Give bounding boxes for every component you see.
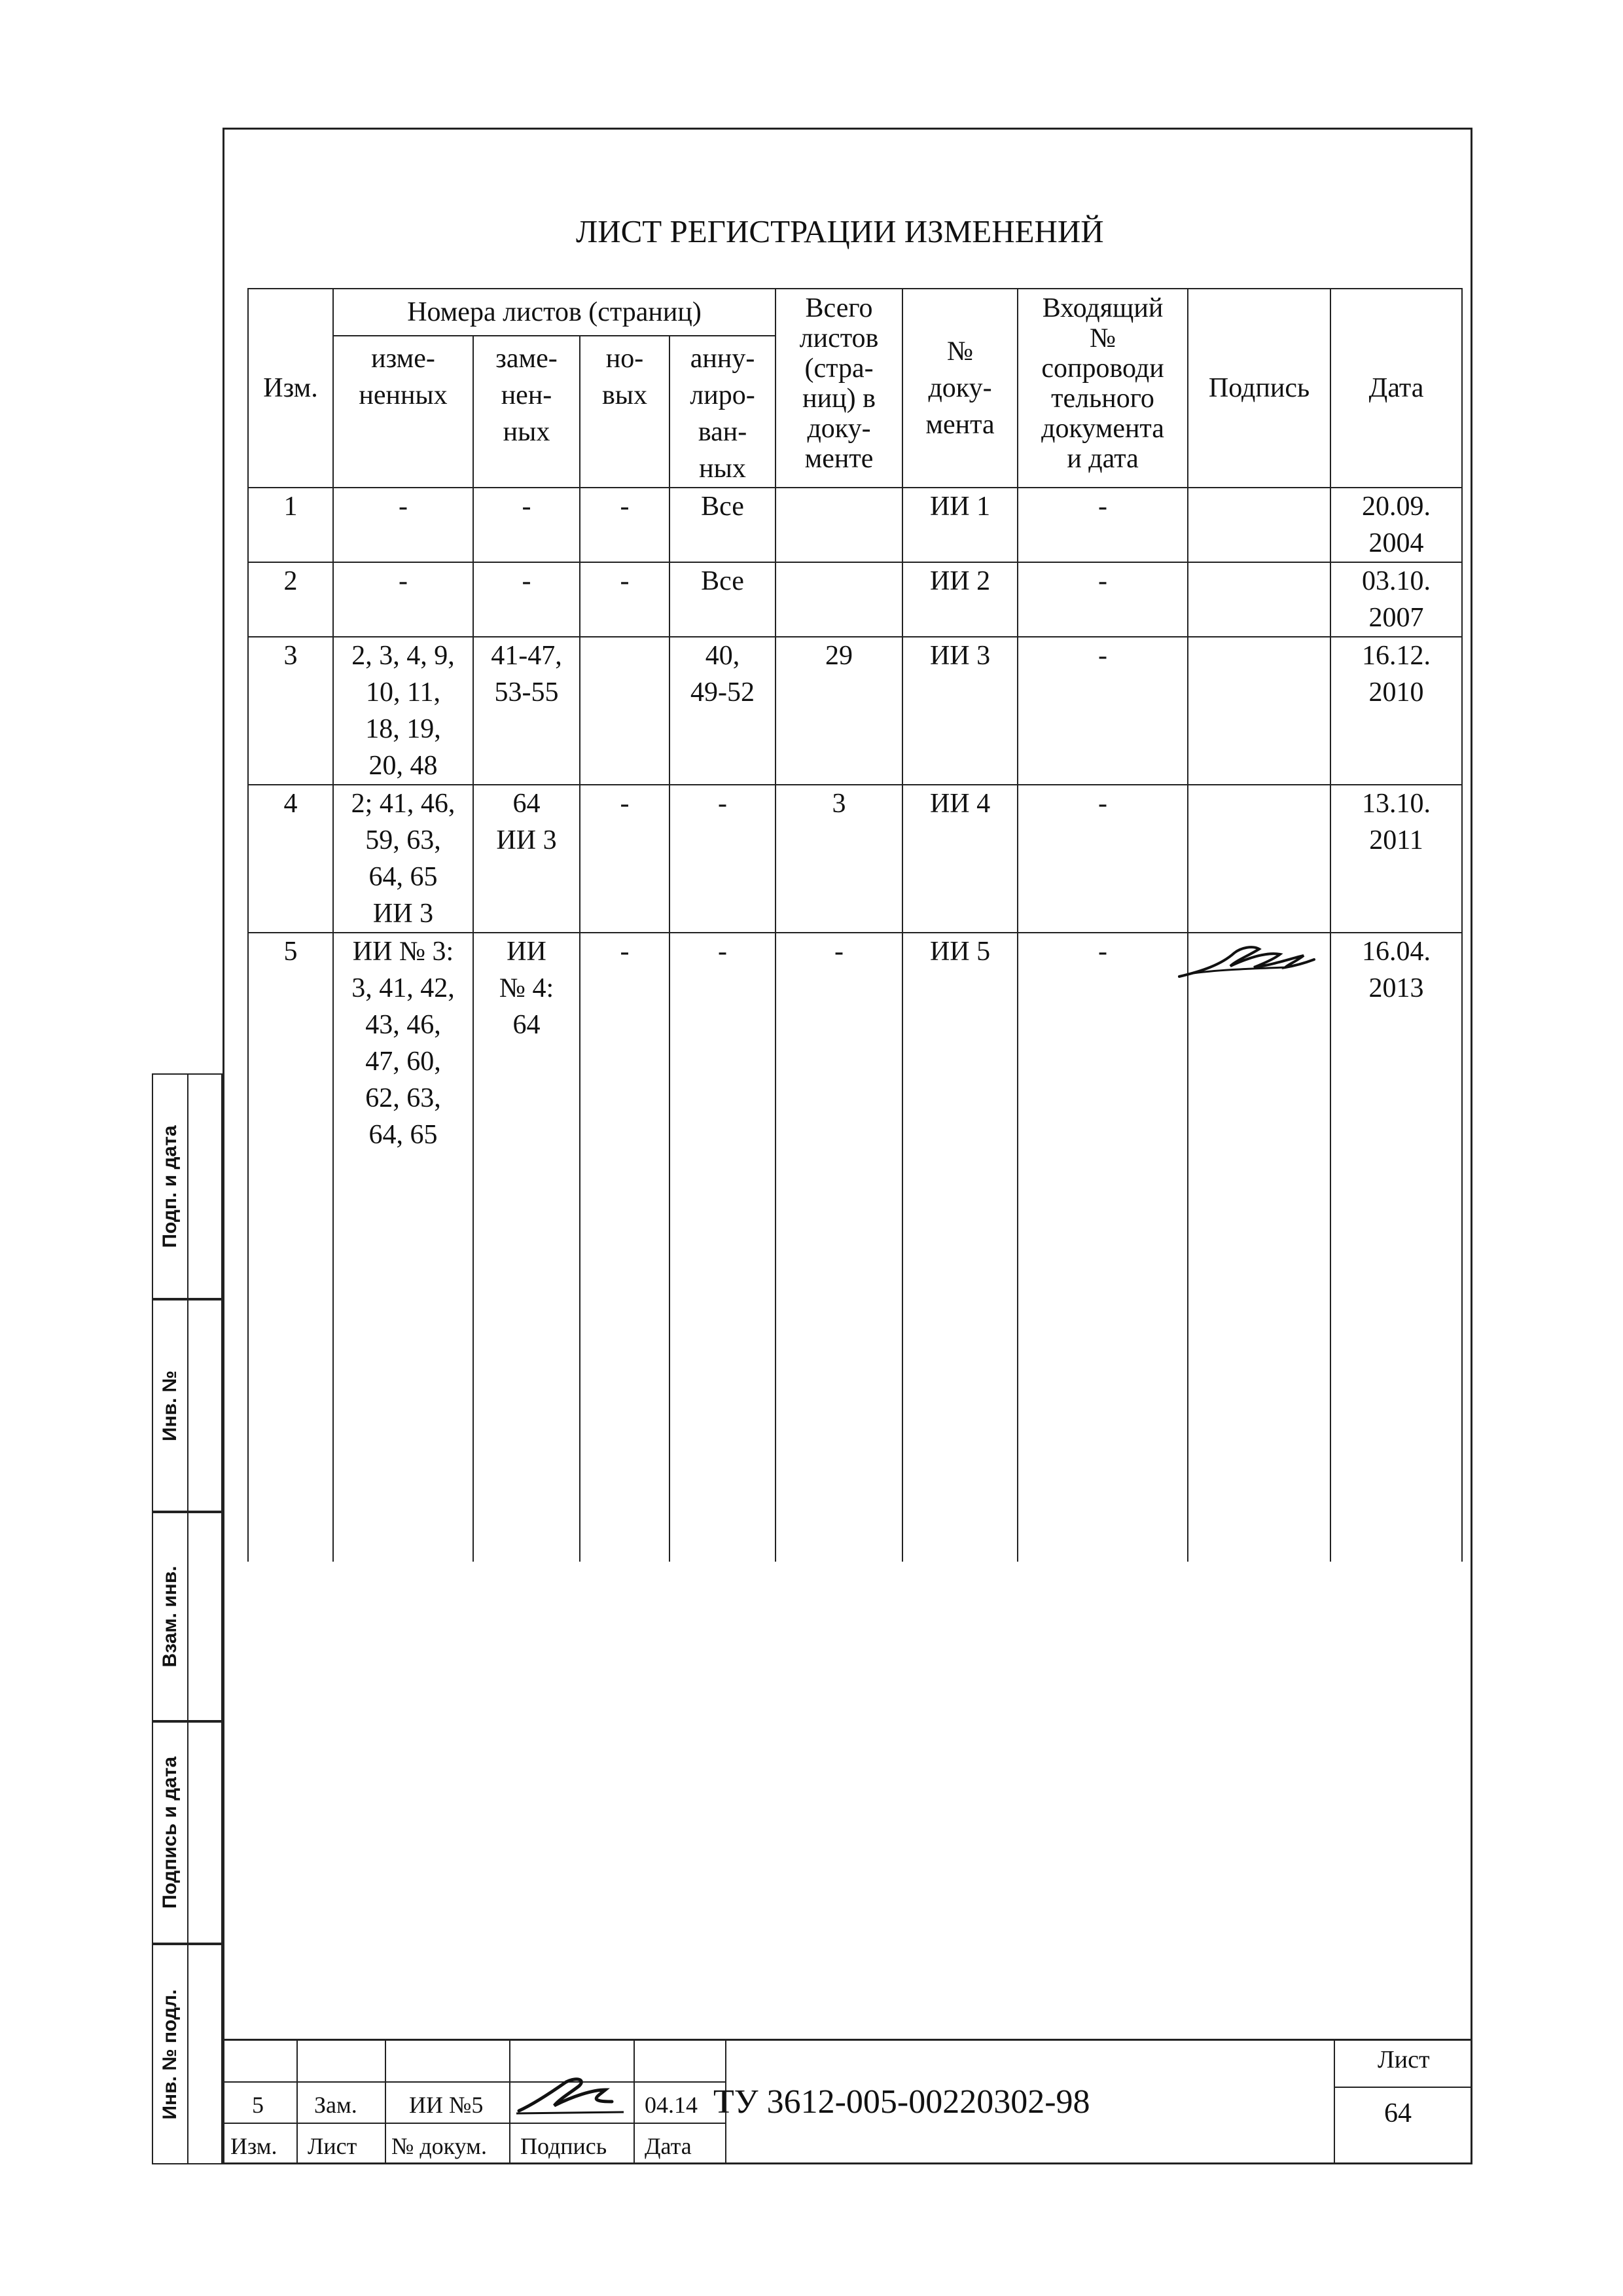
cell-annulled: - (669, 785, 776, 933)
stamp-date-value: 04.14 (645, 2092, 698, 2118)
page-title: ЛИСТ РЕГИСТРАЦИИ ИЗМЕНЕНИЙ (576, 213, 1104, 249)
side-field-podpis-data: Подпись и дата (152, 1721, 223, 1944)
cell-changed: 2, 3, 4, 9, 10, 11, 18, 19, 20, 48 (333, 637, 473, 785)
stamp-docno-value: ИИ №5 (409, 2092, 484, 2118)
cell-new (580, 637, 669, 785)
cell-incoming: - (1018, 637, 1188, 785)
cell-changed: 2; 41, 46, 59, 63, 64, 65 ИИ 3 (333, 785, 473, 933)
cell-total (776, 488, 902, 562)
stamp-signature (514, 2072, 625, 2117)
cell-new: - (580, 562, 669, 637)
sheet-label: Лист (1378, 2046, 1430, 2073)
cell-incoming: - (1018, 562, 1188, 637)
table-row (248, 785, 1462, 933)
header-annulled: анну- лиро- ван- ных (669, 336, 776, 488)
side-field-vzam-inv: Взам. инв. (152, 1512, 223, 1721)
stamp-header-list: Лист (308, 2133, 357, 2159)
cell-replaced: - (473, 562, 580, 637)
stamp-header-docno: № докум. (391, 2133, 487, 2159)
cell-docno: ИИ 5 (902, 933, 1018, 1562)
cell-docno: ИИ 3 (902, 637, 1018, 785)
table-row (248, 488, 1462, 562)
cell-changed: - (333, 488, 473, 562)
cell-izm: 4 (248, 785, 333, 933)
header-new: но- вых (580, 336, 669, 488)
cell-annulled: 40, 49-52 (669, 637, 776, 785)
cell-annulled: Все (669, 562, 776, 637)
side-field-inv-no: Инв. № (152, 1299, 223, 1512)
stamp-header-izm: Изм. (230, 2133, 277, 2159)
table-row (248, 562, 1462, 637)
cell-replaced: 41-47, 53-55 (473, 637, 580, 785)
cell-izm: 3 (248, 637, 333, 785)
change-registration-table (247, 288, 1463, 1562)
cell-new: - (580, 933, 669, 1562)
cell-signature (1188, 637, 1330, 785)
header-incoming-doc: Входящий № сопроводи тельного документа и дата (1018, 289, 1188, 488)
cell-incoming: - (1018, 933, 1188, 1562)
cell-izm: 1 (248, 488, 333, 562)
cell-replaced: ИИ № 4: 64 (473, 933, 580, 1562)
cell-izm: 2 (248, 562, 333, 637)
stamp-izm-value: 5 (252, 2092, 264, 2118)
header-izm: Изм. (248, 289, 333, 488)
header-total-sheets: Всего листов (стра- ниц) в доку- менте (776, 289, 902, 488)
header-signature: Подпись (1188, 289, 1330, 488)
stamp-header-date: Дата (645, 2133, 692, 2159)
cell-signature (1188, 488, 1330, 562)
cell-docno: ИИ 1 (902, 488, 1018, 562)
cell-signature (1188, 562, 1330, 637)
cell-annulled: - (669, 933, 776, 1562)
stamp-list-value: Зам. (314, 2092, 357, 2118)
cell-docno: ИИ 4 (902, 785, 1018, 933)
cell-total (776, 562, 902, 637)
table-row (248, 637, 1462, 785)
cell-date: 16.04. 2013 (1330, 933, 1462, 1562)
cell-izm: 5 (248, 933, 333, 1562)
cell-signature (1188, 785, 1330, 933)
sheet-number: 64 (1384, 2098, 1412, 2128)
cell-total: 3 (776, 785, 902, 933)
table-row (248, 933, 1462, 1562)
cell-changed: - (333, 562, 473, 637)
cell-changed: ИИ № 3: 3, 41, 42, 43, 46, 47, 60, 62, 63, 64, 65 (333, 933, 473, 1562)
cell-replaced: 64 ИИ 3 (473, 785, 580, 933)
cell-date: 03.10. 2007 (1330, 562, 1462, 637)
cell-annulled: Все (669, 488, 776, 562)
header-date: Дата (1330, 289, 1462, 488)
header-sheet-numbers: Номера листов (страниц) (333, 289, 776, 336)
cell-signature (1188, 933, 1330, 1562)
header-doc-number: № доку- мента (902, 289, 1018, 488)
stamp-header-sign: Подпись (520, 2133, 607, 2159)
cell-date: 20.09. 2004 (1330, 488, 1462, 562)
cell-replaced: - (473, 488, 580, 562)
side-field-inv-no-podl: Инв. № подл. (152, 1944, 223, 2164)
cell-incoming: - (1018, 488, 1188, 562)
cell-new: - (580, 785, 669, 933)
cell-date: 13.10. 2011 (1330, 785, 1462, 933)
document-code: ТУ 3612-005-00220302-98 (713, 2083, 1090, 2121)
cell-docno: ИИ 2 (902, 562, 1018, 637)
cell-incoming: - (1018, 785, 1188, 933)
handwritten-signature (1175, 939, 1319, 984)
cell-date: 16.12. 2010 (1330, 637, 1462, 785)
cell-new: - (580, 488, 669, 562)
cell-total: - (776, 933, 902, 1562)
header-replaced: заме- нен- ных (473, 336, 580, 488)
cell-total: 29 (776, 637, 902, 785)
side-field-podp-data: Подп. и дата (152, 1073, 223, 1299)
header-changed: изме- ненных (333, 336, 473, 488)
